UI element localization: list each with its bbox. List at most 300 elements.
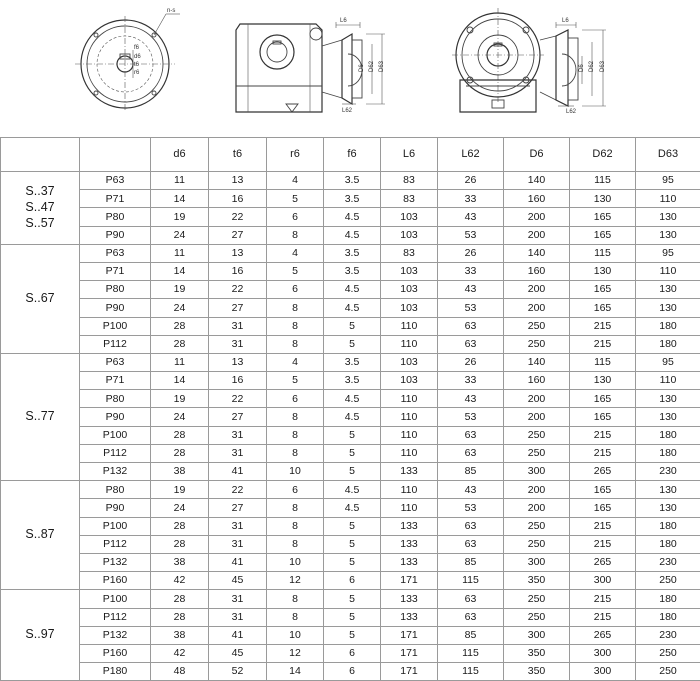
table-cell: 250 bbox=[504, 517, 570, 535]
table-cell: 215 bbox=[570, 590, 636, 608]
motor-size-cell: P80 bbox=[80, 208, 151, 226]
table-cell: 26 bbox=[438, 244, 504, 262]
table-cell: 8 bbox=[267, 590, 324, 608]
table-cell: 215 bbox=[570, 535, 636, 553]
header-cell bbox=[1, 138, 80, 172]
table-cell: 110 bbox=[636, 262, 700, 280]
table-cell: 3.5 bbox=[324, 244, 381, 262]
table-row bbox=[1, 626, 700, 644]
table-cell: 27 bbox=[209, 226, 267, 244]
table-cell: 215 bbox=[570, 444, 636, 462]
table-cell: 3.5 bbox=[324, 190, 381, 208]
table-cell: 31 bbox=[209, 535, 267, 553]
table-cell: 110 bbox=[381, 444, 438, 462]
header-l6: L6 bbox=[381, 138, 438, 172]
table-cell: 130 bbox=[636, 481, 700, 499]
table-cell: 8 bbox=[267, 299, 324, 317]
table-row bbox=[1, 208, 700, 226]
table-cell: 63 bbox=[438, 317, 504, 335]
side-d6-label: D6 bbox=[359, 64, 365, 72]
motor-size-cell: P100 bbox=[80, 517, 151, 535]
table-cell: 5 bbox=[324, 444, 381, 462]
table-cell: 28 bbox=[151, 335, 209, 353]
table-cell: 140 bbox=[504, 244, 570, 262]
table-cell: 230 bbox=[636, 463, 700, 481]
front-l62-label: L62 bbox=[566, 109, 577, 115]
table-cell: 130 bbox=[570, 372, 636, 390]
flange-front-view bbox=[75, 8, 180, 112]
table-cell: 171 bbox=[381, 644, 438, 662]
table-cell: 215 bbox=[570, 517, 636, 535]
table-cell: 63 bbox=[438, 444, 504, 462]
table-cell: 250 bbox=[504, 608, 570, 626]
gearbox-side-view bbox=[236, 18, 385, 114]
side-l62-label: L62 bbox=[342, 108, 353, 114]
table-cell: 8 bbox=[267, 335, 324, 353]
table-cell: 28 bbox=[151, 590, 209, 608]
table-cell: 250 bbox=[636, 572, 700, 590]
motor-size-cell: P63 bbox=[80, 172, 151, 190]
table-cell: 4.5 bbox=[324, 208, 381, 226]
table-cell: 12 bbox=[267, 644, 324, 662]
table-cell: 24 bbox=[151, 408, 209, 426]
table-cell: 215 bbox=[570, 608, 636, 626]
table-cell: 26 bbox=[438, 353, 504, 371]
table-cell: 31 bbox=[209, 608, 267, 626]
table-cell: 16 bbox=[209, 372, 267, 390]
table-row bbox=[1, 572, 700, 590]
table-cell: 350 bbox=[504, 663, 570, 681]
table-cell: 350 bbox=[504, 644, 570, 662]
table-cell: 33 bbox=[438, 262, 504, 280]
front-l6-label: L6 bbox=[562, 18, 569, 24]
table-cell: 115 bbox=[570, 353, 636, 371]
motor-size-cell: P160 bbox=[80, 644, 151, 662]
table-cell: 103 bbox=[381, 372, 438, 390]
table-cell: 6 bbox=[324, 663, 381, 681]
table-cell: 43 bbox=[438, 481, 504, 499]
table-cell: 200 bbox=[504, 481, 570, 499]
table-row bbox=[1, 335, 700, 353]
table-cell: 171 bbox=[381, 626, 438, 644]
header-r6: r6 bbox=[267, 138, 324, 172]
header-t6: t6 bbox=[209, 138, 267, 172]
table-row bbox=[1, 590, 700, 608]
header-d63: D63 bbox=[636, 138, 700, 172]
table-cell: 133 bbox=[381, 553, 438, 571]
table-cell: 53 bbox=[438, 226, 504, 244]
table-cell: 5 bbox=[267, 372, 324, 390]
table-cell: 8 bbox=[267, 499, 324, 517]
table-cell: 43 bbox=[438, 390, 504, 408]
motor-size-cell: P71 bbox=[80, 372, 151, 390]
front-d62-label: D62 bbox=[589, 60, 595, 72]
table-cell: 133 bbox=[381, 517, 438, 535]
motor-size-cell: P90 bbox=[80, 299, 151, 317]
table-cell: 115 bbox=[438, 644, 504, 662]
table-cell: 53 bbox=[438, 408, 504, 426]
table-cell: 103 bbox=[381, 353, 438, 371]
table-cell: 165 bbox=[570, 390, 636, 408]
table-cell: 103 bbox=[381, 262, 438, 280]
table-cell: 4 bbox=[267, 353, 324, 371]
table-cell: 3.5 bbox=[324, 353, 381, 371]
motor-size-cell: P112 bbox=[80, 444, 151, 462]
table-cell: 27 bbox=[209, 499, 267, 517]
table-row bbox=[1, 663, 700, 681]
table-cell: 8 bbox=[267, 426, 324, 444]
table-cell: 13 bbox=[209, 244, 267, 262]
table-cell: 31 bbox=[209, 335, 267, 353]
table-row bbox=[1, 499, 700, 517]
table-row bbox=[1, 226, 700, 244]
table-cell: 63 bbox=[438, 590, 504, 608]
table-cell: 200 bbox=[504, 226, 570, 244]
table-cell: 115 bbox=[570, 244, 636, 262]
table-cell: 165 bbox=[570, 481, 636, 499]
motor-size-cell: P80 bbox=[80, 481, 151, 499]
table-cell: 8 bbox=[267, 408, 324, 426]
table-cell: 83 bbox=[381, 190, 438, 208]
table-cell: 33 bbox=[438, 372, 504, 390]
table-cell: 250 bbox=[504, 317, 570, 335]
table-cell: 180 bbox=[636, 317, 700, 335]
table-cell: 11 bbox=[151, 244, 209, 262]
table-cell: 3.5 bbox=[324, 372, 381, 390]
table-header-row bbox=[1, 138, 700, 172]
motor-size-cell: P80 bbox=[80, 390, 151, 408]
keyway-r6-label: r6 bbox=[134, 70, 140, 76]
side-d62-label: D62 bbox=[369, 60, 375, 72]
table-cell: 5 bbox=[324, 335, 381, 353]
table-cell: 4.5 bbox=[324, 281, 381, 299]
table-cell: 42 bbox=[151, 644, 209, 662]
table-cell: 28 bbox=[151, 444, 209, 462]
table-row bbox=[1, 553, 700, 571]
drawings-svg bbox=[0, 0, 700, 133]
table-cell: 110 bbox=[381, 390, 438, 408]
table-cell: 4.5 bbox=[324, 499, 381, 517]
header-cell bbox=[80, 138, 151, 172]
table-cell: 200 bbox=[504, 499, 570, 517]
table-cell: 4.5 bbox=[324, 408, 381, 426]
table-cell: 110 bbox=[381, 426, 438, 444]
table-cell: 8 bbox=[267, 226, 324, 244]
motor-size-cell: P132 bbox=[80, 626, 151, 644]
keyway-d6-label: d6 bbox=[134, 54, 141, 60]
series-group-label: S..37 S..47 S..57 bbox=[1, 172, 80, 245]
table-cell: 165 bbox=[570, 208, 636, 226]
side-d63-label: D63 bbox=[379, 60, 385, 72]
table-cell: 85 bbox=[438, 553, 504, 571]
table-cell: 41 bbox=[209, 463, 267, 481]
table-cell: 133 bbox=[381, 535, 438, 553]
table-cell: 5 bbox=[324, 535, 381, 553]
table-cell: 350 bbox=[504, 572, 570, 590]
table-cell: 130 bbox=[636, 208, 700, 226]
table-cell: 130 bbox=[636, 226, 700, 244]
table-cell: 3.5 bbox=[324, 172, 381, 190]
table-cell: 13 bbox=[209, 172, 267, 190]
table-cell: 130 bbox=[570, 190, 636, 208]
table-cell: 95 bbox=[636, 244, 700, 262]
table-row bbox=[1, 517, 700, 535]
header-d6-diameter: D6 bbox=[504, 138, 570, 172]
table-cell: 160 bbox=[504, 262, 570, 280]
table-cell: 42 bbox=[151, 572, 209, 590]
table-cell: 215 bbox=[570, 317, 636, 335]
keyway-t6-label: t6 bbox=[134, 62, 140, 68]
table-cell: 3.5 bbox=[324, 262, 381, 280]
table-row bbox=[1, 390, 700, 408]
header-f6: f6 bbox=[324, 138, 381, 172]
table-cell: 171 bbox=[381, 663, 438, 681]
table-cell: 300 bbox=[504, 463, 570, 481]
table-cell: 4.5 bbox=[324, 481, 381, 499]
table-row bbox=[1, 244, 700, 262]
dimension-table bbox=[0, 137, 700, 681]
table-cell: 8 bbox=[267, 444, 324, 462]
table-body bbox=[1, 172, 700, 681]
table-cell: 63 bbox=[438, 426, 504, 444]
table-cell: 300 bbox=[570, 572, 636, 590]
table-row bbox=[1, 281, 700, 299]
table-cell: 53 bbox=[438, 499, 504, 517]
table-cell: 10 bbox=[267, 553, 324, 571]
table-cell: 130 bbox=[636, 499, 700, 517]
table-cell: 22 bbox=[209, 208, 267, 226]
motor-size-cell: P100 bbox=[80, 426, 151, 444]
table-cell: 200 bbox=[504, 390, 570, 408]
series-group-label: S..87 bbox=[1, 481, 80, 590]
table-cell: 27 bbox=[209, 408, 267, 426]
table-cell: 22 bbox=[209, 481, 267, 499]
header-d62: D62 bbox=[570, 138, 636, 172]
motor-size-cell: P63 bbox=[80, 353, 151, 371]
table-cell: 300 bbox=[504, 553, 570, 571]
table-cell: 8 bbox=[267, 535, 324, 553]
table-cell: 300 bbox=[570, 644, 636, 662]
table-cell: 180 bbox=[636, 590, 700, 608]
table-cell: 41 bbox=[209, 626, 267, 644]
table-cell: 28 bbox=[151, 608, 209, 626]
motor-size-cell: P112 bbox=[80, 335, 151, 353]
table-cell: 10 bbox=[267, 463, 324, 481]
table-cell: 24 bbox=[151, 226, 209, 244]
table-cell: 5 bbox=[324, 590, 381, 608]
table-cell: 110 bbox=[381, 317, 438, 335]
table-cell: 63 bbox=[438, 517, 504, 535]
table-cell: 6 bbox=[324, 644, 381, 662]
motor-size-cell: P180 bbox=[80, 663, 151, 681]
table-cell: 265 bbox=[570, 626, 636, 644]
table-cell: 6 bbox=[267, 390, 324, 408]
table-cell: 4.5 bbox=[324, 226, 381, 244]
table-row bbox=[1, 463, 700, 481]
table-cell: 200 bbox=[504, 208, 570, 226]
table-cell: 180 bbox=[636, 444, 700, 462]
motor-size-cell: P90 bbox=[80, 499, 151, 517]
table-cell: 11 bbox=[151, 172, 209, 190]
table-cell: 28 bbox=[151, 517, 209, 535]
table-cell: 250 bbox=[504, 444, 570, 462]
table-cell: 110 bbox=[381, 335, 438, 353]
table-cell: 95 bbox=[636, 172, 700, 190]
table-cell: 165 bbox=[570, 499, 636, 517]
table-cell: 4 bbox=[267, 244, 324, 262]
table-cell: 5 bbox=[267, 190, 324, 208]
table-row bbox=[1, 190, 700, 208]
table-cell: 85 bbox=[438, 626, 504, 644]
table-cell: 13 bbox=[209, 353, 267, 371]
gearbox-front-view bbox=[452, 8, 606, 115]
table-cell: 5 bbox=[324, 426, 381, 444]
table-row bbox=[1, 444, 700, 462]
table-cell: 8 bbox=[267, 517, 324, 535]
table-cell: 215 bbox=[570, 335, 636, 353]
table-cell: 63 bbox=[438, 335, 504, 353]
table-cell: 215 bbox=[570, 426, 636, 444]
table-cell: 4.5 bbox=[324, 390, 381, 408]
table-cell: 31 bbox=[209, 426, 267, 444]
table-row bbox=[1, 262, 700, 280]
table-row bbox=[1, 317, 700, 335]
table-cell: 22 bbox=[209, 390, 267, 408]
table-cell: 52 bbox=[209, 663, 267, 681]
table-cell: 180 bbox=[636, 535, 700, 553]
table-cell: 250 bbox=[636, 644, 700, 662]
series-group-label: S..97 bbox=[1, 590, 80, 681]
table-cell: 230 bbox=[636, 626, 700, 644]
table-cell: 45 bbox=[209, 644, 267, 662]
table-cell: 200 bbox=[504, 408, 570, 426]
table-cell: 83 bbox=[381, 172, 438, 190]
header-l62: L62 bbox=[438, 138, 504, 172]
table-cell: 45 bbox=[209, 572, 267, 590]
table-cell: 14 bbox=[151, 190, 209, 208]
table-row bbox=[1, 353, 700, 371]
table-cell: 24 bbox=[151, 299, 209, 317]
table-cell: 110 bbox=[636, 372, 700, 390]
motor-size-cell: P160 bbox=[80, 572, 151, 590]
table-cell: 19 bbox=[151, 390, 209, 408]
table-cell: 160 bbox=[504, 372, 570, 390]
table-cell: 63 bbox=[438, 535, 504, 553]
table-cell: 140 bbox=[504, 172, 570, 190]
table-cell: 11 bbox=[151, 353, 209, 371]
table-cell: 6 bbox=[267, 208, 324, 226]
table-cell: 24 bbox=[151, 499, 209, 517]
motor-size-cell: P112 bbox=[80, 535, 151, 553]
table-cell: 19 bbox=[151, 208, 209, 226]
table-cell: 5 bbox=[324, 608, 381, 626]
table-cell: 31 bbox=[209, 317, 267, 335]
table-row bbox=[1, 299, 700, 317]
table-cell: 115 bbox=[438, 572, 504, 590]
table-row bbox=[1, 535, 700, 553]
table-cell: 300 bbox=[570, 663, 636, 681]
table-row bbox=[1, 608, 700, 626]
motor-size-cell: P80 bbox=[80, 281, 151, 299]
table-cell: 28 bbox=[151, 426, 209, 444]
table-cell: 26 bbox=[438, 172, 504, 190]
table-cell: 130 bbox=[636, 281, 700, 299]
table-cell: 10 bbox=[267, 626, 324, 644]
table-cell: 31 bbox=[209, 517, 267, 535]
table-cell: 38 bbox=[151, 553, 209, 571]
table-cell: 8 bbox=[267, 317, 324, 335]
table-cell: 103 bbox=[381, 281, 438, 299]
motor-size-cell: P71 bbox=[80, 190, 151, 208]
table-cell: 230 bbox=[636, 553, 700, 571]
table-cell: 250 bbox=[504, 335, 570, 353]
table-cell: 103 bbox=[381, 299, 438, 317]
table-cell: 110 bbox=[381, 481, 438, 499]
table-cell: 4 bbox=[267, 172, 324, 190]
table-row bbox=[1, 644, 700, 662]
table-cell: 110 bbox=[381, 408, 438, 426]
table-cell: 53 bbox=[438, 299, 504, 317]
motor-size-cell: P112 bbox=[80, 608, 151, 626]
table-cell: 6 bbox=[324, 572, 381, 590]
technical-drawings bbox=[0, 0, 700, 133]
table-cell: 16 bbox=[209, 262, 267, 280]
motor-size-cell: P63 bbox=[80, 244, 151, 262]
table-cell: 180 bbox=[636, 608, 700, 626]
table-cell: 130 bbox=[636, 390, 700, 408]
table-cell: 19 bbox=[151, 281, 209, 299]
motor-size-cell: P132 bbox=[80, 463, 151, 481]
keyway-f6-label: f6 bbox=[134, 45, 140, 51]
table-cell: 38 bbox=[151, 626, 209, 644]
table-cell: 14 bbox=[151, 262, 209, 280]
table-cell: 180 bbox=[636, 517, 700, 535]
table-cell: 4.5 bbox=[324, 299, 381, 317]
table-cell: 33 bbox=[438, 190, 504, 208]
table-cell: 5 bbox=[324, 317, 381, 335]
table-cell: 16 bbox=[209, 190, 267, 208]
table-cell: 14 bbox=[151, 372, 209, 390]
table-cell: 14 bbox=[267, 663, 324, 681]
table-cell: 63 bbox=[438, 608, 504, 626]
series-group-label: S..77 bbox=[1, 353, 80, 480]
table-cell: 265 bbox=[570, 463, 636, 481]
side-l6-label: L6 bbox=[340, 18, 347, 24]
table-cell: 8 bbox=[267, 608, 324, 626]
table-row bbox=[1, 481, 700, 499]
series-group-label: S..67 bbox=[1, 244, 80, 353]
table-cell: 6 bbox=[267, 481, 324, 499]
table-cell: 200 bbox=[504, 281, 570, 299]
table-cell: 133 bbox=[381, 590, 438, 608]
front-d63-label: D63 bbox=[600, 60, 606, 72]
table-cell: 22 bbox=[209, 281, 267, 299]
table-cell: 103 bbox=[381, 208, 438, 226]
table-cell: 180 bbox=[636, 335, 700, 353]
motor-size-cell: P90 bbox=[80, 408, 151, 426]
table-cell: 165 bbox=[570, 281, 636, 299]
table-cell: 180 bbox=[636, 426, 700, 444]
table-cell: 95 bbox=[636, 353, 700, 371]
motor-size-cell: P100 bbox=[80, 317, 151, 335]
motor-size-cell: P100 bbox=[80, 590, 151, 608]
table-cell: 250 bbox=[504, 590, 570, 608]
table-cell: 110 bbox=[381, 499, 438, 517]
table-cell: 130 bbox=[636, 408, 700, 426]
table-cell: 250 bbox=[504, 535, 570, 553]
table-cell: 27 bbox=[209, 299, 267, 317]
flange-hole-label: n-s bbox=[167, 8, 175, 14]
